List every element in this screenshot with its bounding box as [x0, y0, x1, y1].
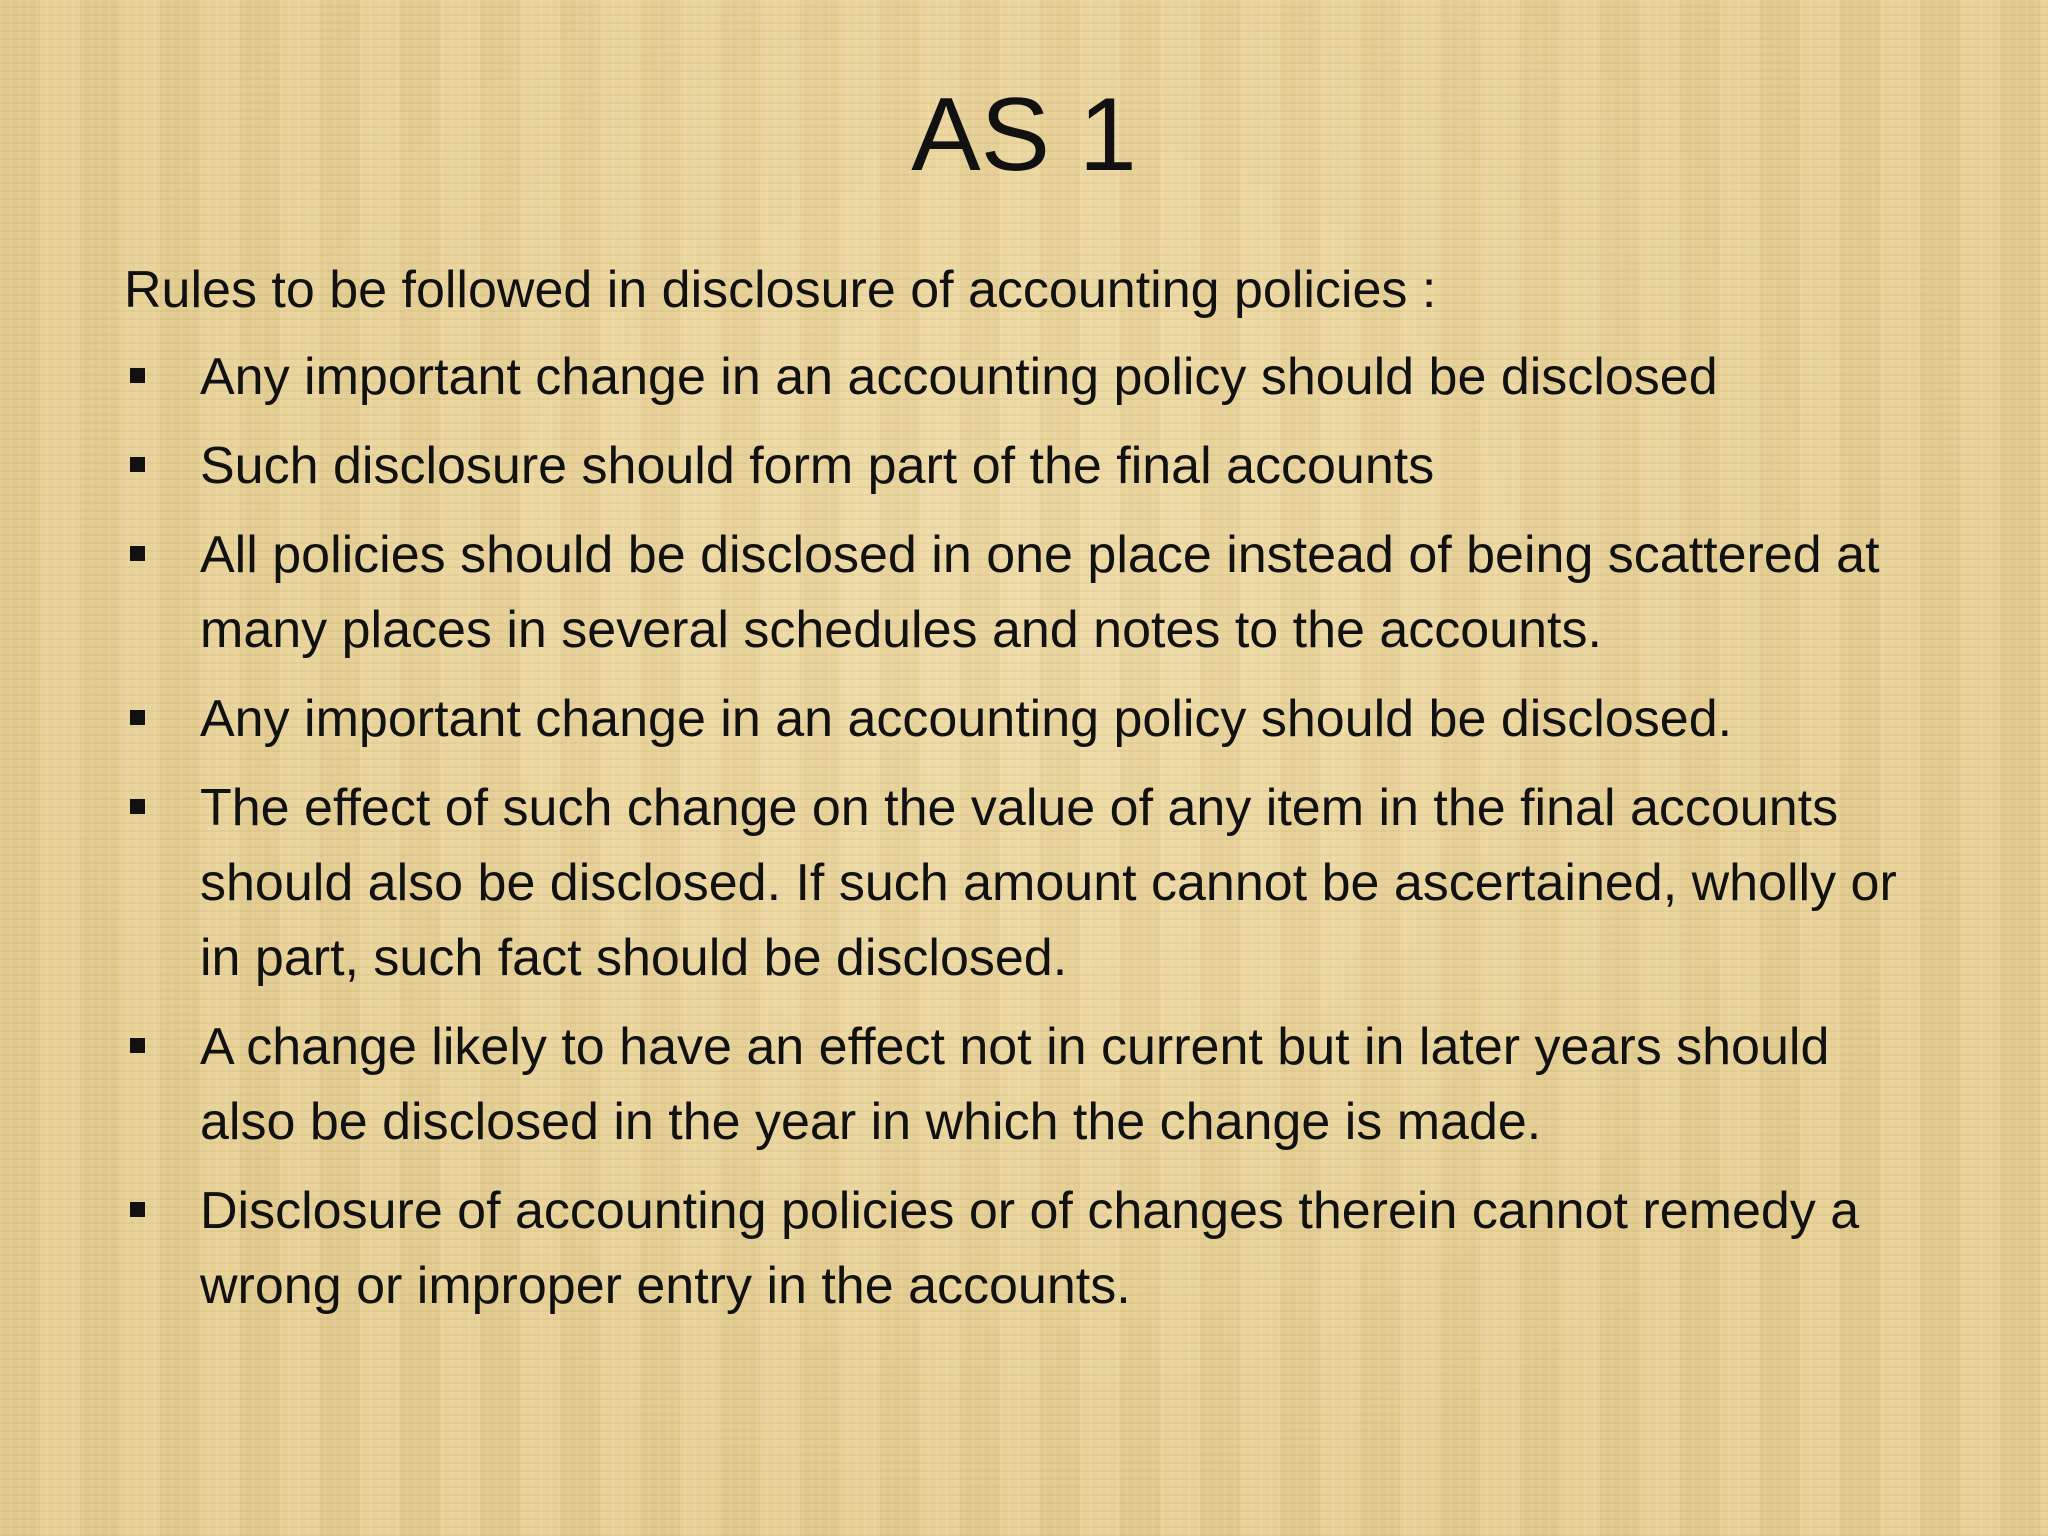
square-bullet-icon: [130, 457, 145, 472]
square-bullet-icon: [130, 1038, 145, 1053]
square-bullet-icon: [130, 546, 145, 561]
bullet-text: Any important change in an accounting policy should be disclosed.: [200, 690, 1733, 748]
bullet-item: [124, 1010, 1904, 1160]
bullet-list: [124, 340, 1904, 1324]
slide-title: AS 1: [911, 77, 1137, 193]
bullet-item: [124, 429, 1904, 504]
bullet-item: [124, 1174, 1904, 1324]
bullet-item: [124, 682, 1904, 757]
bullet-item: [124, 518, 1904, 668]
bullet-text: The effect of such change on the value of any item in the final accounts should also be disclosed. If such amount cannot be ascertained, wholly or in part, such fact should be disclosed.: [200, 779, 1897, 987]
bullet-text: A change likely to have an effect not in current but in later years should also be disclosed in the year in which the change is made.: [200, 1018, 1830, 1151]
bullet-item: [124, 340, 1904, 415]
square-bullet-icon: [130, 368, 145, 383]
bullet-item: [124, 771, 1904, 996]
slide-content: [124, 252, 1904, 1338]
intro-text: Rules to be followed in disclosure of accounting policies :: [124, 261, 1437, 319]
bullet-text: All policies should be disclosed in one place instead of being scattered at many places in several schedules and notes to the accounts.: [200, 526, 1880, 659]
bullet-text: Such disclosure should form part of the final accounts: [200, 437, 1435, 495]
bullet-text: Any important change in an accounting policy should be disclosed: [200, 348, 1718, 406]
square-bullet-icon: [130, 710, 145, 725]
square-bullet-icon: [130, 799, 145, 814]
bullet-text: Disclosure of accounting policies or of changes therein cannot remedy a wrong or improper entry in the accounts.: [200, 1182, 1860, 1315]
square-bullet-icon: [130, 1202, 145, 1217]
